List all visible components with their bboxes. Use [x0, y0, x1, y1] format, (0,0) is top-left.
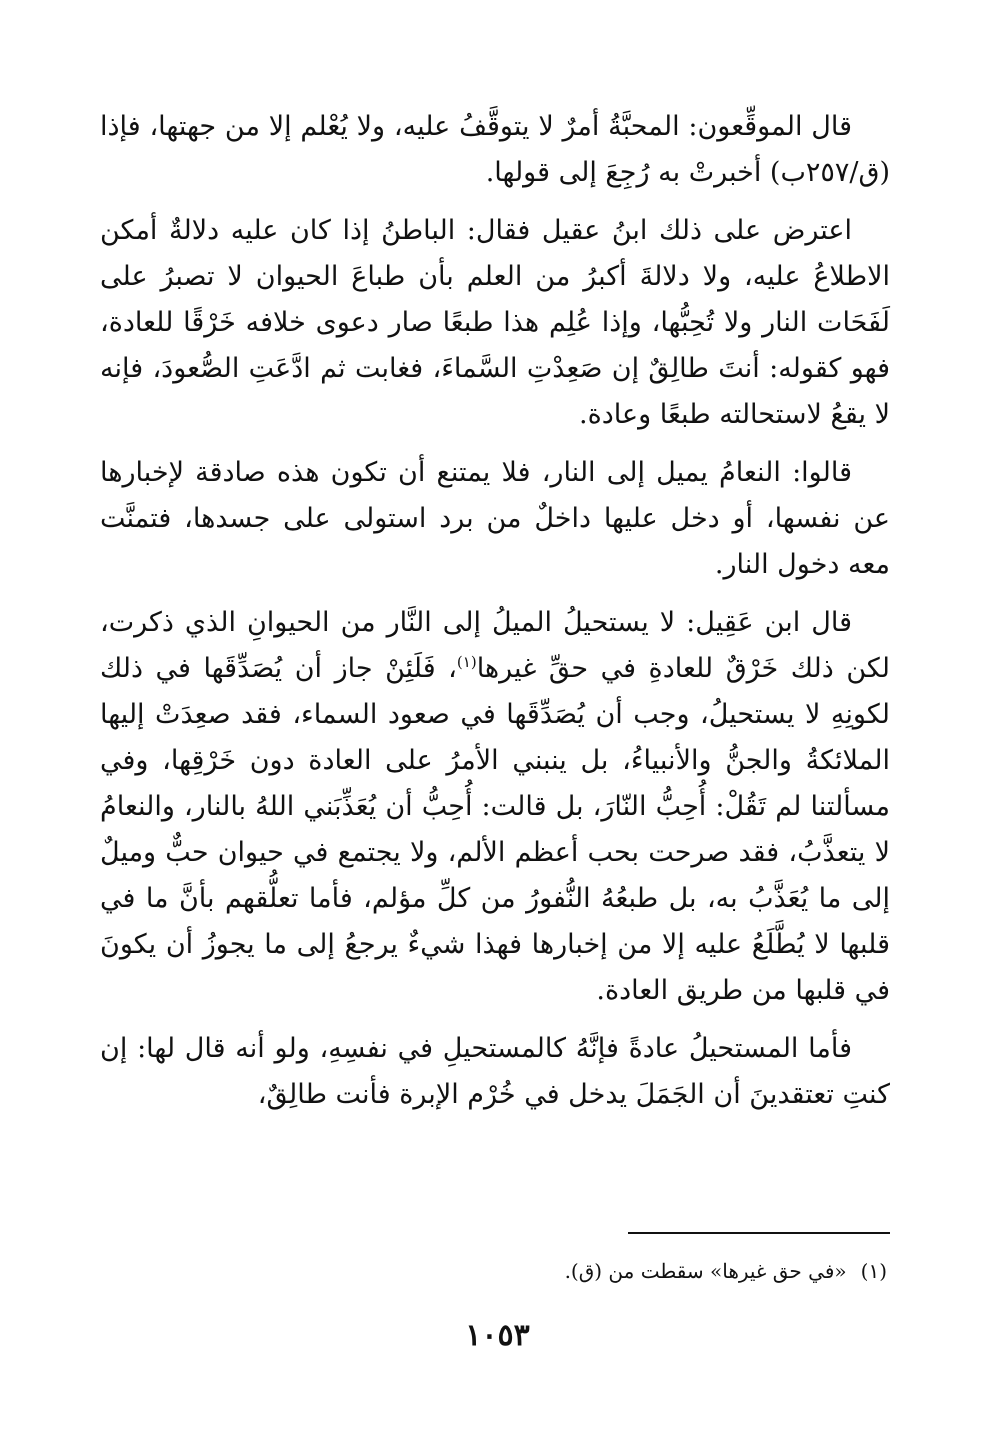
page-body: [100, 104, 890, 1130]
page-number: ١٠٥٣: [465, 1318, 530, 1353]
paragraph-2: اعترض على ذلك ابنُ عقيل فقال: الباطنُ إذا كان عليه دلالةٌ أمكن الاطلاعُ عليه، ولا دلالةَ أكبرُ من العلم بأن طباعَ الحيوان لا تصبرُ على لَفَحَات النار ولا تُحِبُّها، وإذا عُلِم هذا طبعًا صار دعوى خلافه خَرْقًا للعادة، فهو كقوله: أنتَ طالِقٌ إن صَعِدْتِ السَّماءَ، فغابت ثم ادَّعَتِ الصُّعودَ، فإنه لا يقعُ لاستحالته طبعًا وعادة.: [100, 215, 890, 430]
footnote-separator: [628, 1232, 890, 1234]
footnote-reference: (١): [456, 653, 477, 671]
paragraph-5: فأما المستحيلُ عادةً فإنَّهُ كالمستحيلِ في نفسِهِ، ولو أنه قال لها: إن كنتِ تعتقدينَ أن الجَمَلَ يدخل في خُرْم الإبرة فأنت طالِقٌ،: [100, 1033, 890, 1110]
footnote-text: «في حق غيرها» سقطت من (ق).: [564, 1259, 847, 1283]
paragraph-1: قال الموقِّعون: المحبَّةُ أمرٌ لا يتوقَّفُ عليه، ولا يُعْلم إلا من جهتها، فإذا (ق/٢٥٧ب) أخبرتْ به رُجِعَ إلى قولها.: [100, 111, 890, 188]
paragraph-4-part-2: ، فَلَئِنْ جاز أن يُصَدِّقَها في ذلك لكونِهِ لا يستحيلُ، وجب أن يُصَدِّقَها في صعود السماء، فقد صعِدَتْ إليها الملائكةُ والجنُّ والأنبياءُ، بل ينبني الأمرُ على العادة دون خَرْقِها، وفي مسألتنا لم تَقُلْ: أُحِبُّ النّارَ، بل قالت: أُحِبُّ أن يُعَذِّبَني اللهُ بالنار، والنعامُ لا يتعذَّبُ، فقد صرحت بحب أعظم الألم، ولا يجتمع في حيوان حبٌّ وميلٌ إلى ما يُعَذَّبُ به، بل طبعُهُ النُّفورُ من كلِّ مؤلم، فأما تعلُّقهم بأنَّ ما في قلبها لا يُطَّلَعُ عليه إلا من إخبارها فهذا شيءٌ يرجعُ إلى ما يجوزُ أن يكونَ في قلبها من طريق العادة.: [100, 653, 890, 1006]
footnote: [107, 1254, 887, 1288]
footnote-number: (١): [860, 1259, 887, 1283]
paragraph-4-part-1: قال ابن عَقِيل: لا يستحيلُ الميلُ إلى النَّار من الحيوانِ الذي ذكرت، لكن ذلك خَرْقٌ للعادةِ في حقِّ غيرها: [100, 607, 891, 684]
paragraph-4: [100, 600, 890, 1014]
paragraph-3: قالوا: النعامُ يميل إلى النار، فلا يمتنع أن تكون هذه صادقة لإخبارها عن نفسها، أو دخل عليها داخلٌ من برد استولى على جسدها، فتمنَّت معه دخول النار.: [100, 457, 890, 580]
